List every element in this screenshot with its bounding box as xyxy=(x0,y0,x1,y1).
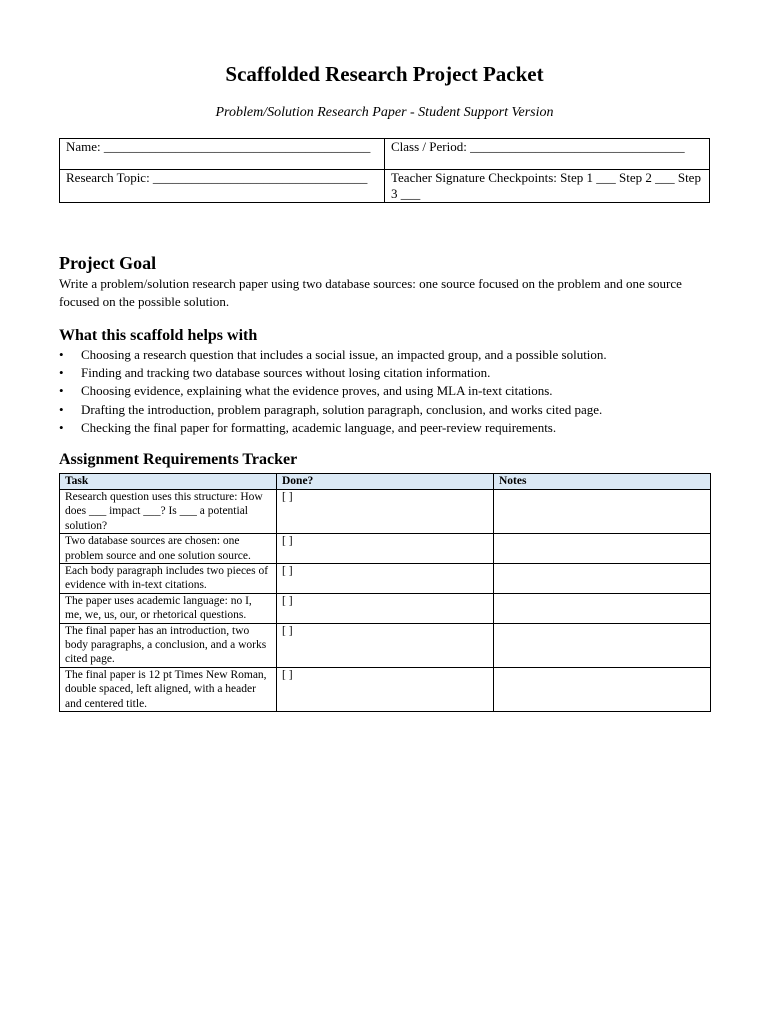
project-goal-heading: Project Goal xyxy=(59,253,157,273)
notes-cell[interactable] xyxy=(494,564,711,594)
column-header-task: Task xyxy=(60,474,277,490)
task-cell: The final paper is 12 pt Times New Roman, double spaced, left aligned, with a header and centered title. xyxy=(60,667,277,711)
requirements-tracker-table xyxy=(59,473,711,712)
bullet-icon: • xyxy=(59,347,64,362)
table-row xyxy=(60,564,711,594)
table-row xyxy=(60,534,711,564)
list-item-text: Drafting the introduction, problem paragraph, solution paragraph, conclusion, and works cited page. xyxy=(81,401,603,417)
done-checkbox[interactable]: [ ] xyxy=(277,623,494,667)
table-row xyxy=(60,490,711,534)
document-subtitle: Problem/Solution Research Paper - Student Support Version xyxy=(215,105,554,120)
done-checkbox[interactable]: [ ] xyxy=(277,534,494,564)
task-cell: Each body paragraph includes two pieces of evidence with in-text citations. xyxy=(60,564,277,594)
task-cell: The final paper has an introduction, two body paragraphs, a conclusion, and a works cited page. xyxy=(60,623,277,667)
bullet-icon: • xyxy=(59,401,64,417)
list-item-text: Choosing a research question that includes a social issue, an impacted group, and a possible solution. xyxy=(81,347,607,362)
bullet-icon: • xyxy=(59,365,64,381)
table-header-row xyxy=(60,474,711,490)
list-item xyxy=(59,401,710,419)
list-item-text: Finding and tracking two database sources without losing citation information. xyxy=(81,365,491,381)
task-cell: Research question uses this structure: How does ___ impact ___? Is ___ a potential solution? xyxy=(60,490,277,534)
list-item xyxy=(59,364,710,382)
list-item xyxy=(59,419,710,437)
table-row xyxy=(60,667,711,711)
done-checkbox[interactable]: [ ] xyxy=(277,490,494,534)
notes-cell[interactable] xyxy=(494,534,711,564)
task-cell: The paper uses academic language: no I, me, we, us, our, or rhetorical questions. xyxy=(60,593,277,623)
column-header-notes: Notes xyxy=(494,474,711,490)
name-field[interactable]: Name: _________________________________________ xyxy=(60,139,385,170)
project-goal-text: Write a problem/solution research paper using two database sources: one source focused on the problem and one source focused on the possible solution. xyxy=(59,276,682,309)
student-info-table xyxy=(59,138,710,203)
bullet-icon: • xyxy=(59,383,64,399)
done-checkbox[interactable]: [ ] xyxy=(277,667,494,711)
notes-cell[interactable] xyxy=(494,667,711,711)
info-row xyxy=(60,139,710,170)
document-title: Scaffolded Research Project Packet xyxy=(225,62,544,86)
notes-cell[interactable] xyxy=(494,593,711,623)
done-checkbox[interactable]: [ ] xyxy=(277,593,494,623)
column-header-done: Done? xyxy=(277,474,494,490)
list-item-text: Choosing evidence, explaining what the evidence proves, and using MLA in-text citations. xyxy=(81,383,553,399)
list-item xyxy=(59,382,710,400)
list-item-text: Checking the final paper for formatting, academic language, and peer-review requirements. xyxy=(81,419,557,435)
done-checkbox[interactable]: [ ] xyxy=(277,564,494,594)
notes-cell[interactable] xyxy=(494,490,711,534)
research-topic-field[interactable]: Research Topic: _________________________________ xyxy=(60,170,385,203)
scaffold-heading: What this scaffold helps with xyxy=(59,327,258,344)
info-row xyxy=(60,170,710,203)
notes-cell[interactable] xyxy=(494,623,711,667)
table-row xyxy=(60,623,711,667)
tracker-heading: Assignment Requirements Tracker xyxy=(59,451,298,468)
teacher-checkpoints-field[interactable]: Teacher Signature Checkpoints: Step 1 ___ Step 2 ___ Step 3 ___ xyxy=(385,170,710,203)
bullet-icon: • xyxy=(59,419,64,435)
list-item xyxy=(59,346,710,364)
table-row xyxy=(60,593,711,623)
scaffold-list xyxy=(59,346,710,437)
task-cell: Two database sources are chosen: one problem source and one solution source. xyxy=(60,534,277,564)
class-period-field[interactable]: Class / Period: _________________________________ xyxy=(385,139,710,170)
